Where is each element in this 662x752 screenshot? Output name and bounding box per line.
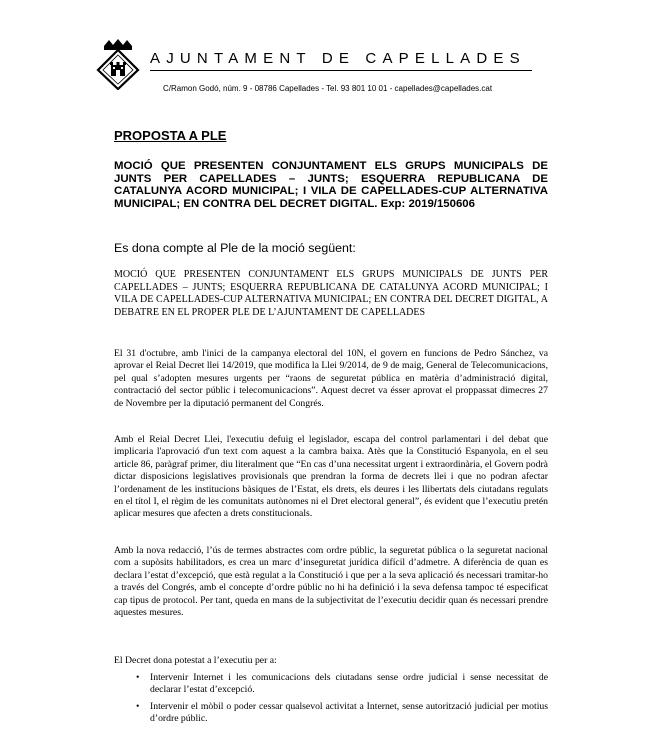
list-item: [114, 672, 548, 697]
paragraph: Amb el Reial Decret Llei, l'executiu defuig el legislador, escapa del control parlamentari i del debat que implicaria l'aprovació d'un text com aquest a la cambra baixa. Atès que la Constitució Espanyola, en el seu article 86, paràgraf primer, diu literalment que “En cas d’una necessitat urgent i extraordinària, el Govern podrà dictar disposicions legislatives provisionals que prendran la forma de decrets llei i que no podran afectar l’ordenament de les institucions bàsiques de l’Estat, els drets, els deures i les llibertats dels ciutadans regulats en el títol I, el règim de les comunitats autònomes ni el Dret electoral general”, és evident que l’executiu pretén aplicar mesures que afecten a drets constitucionals.: [114, 434, 548, 520]
document-heading: PROPOSTA A PLE: [114, 128, 227, 143]
paragraph: El 31 d'octubre, amb l'inici de la campanya electoral del 10N, el govern en funcions de Pedro Sánchez, va aprovar el Reial Decret llei 14/2019, que modifica la Llei 9/2014, de 9 de maig, General de Telecomunicacions, pel qual s’adopten mesures urgents per “raons de seguretat pública en matèria d’administració digital, contractació del sector públic i telecomunicacions”. Aquest decret va ésser aprovat el proppassat dimecres 27 de Novembre per la diputació permanent del Congrés.: [114, 348, 548, 409]
document-title: MOCIÓ QUE PRESENTEN CONJUNTAMENT ELS GRUPS MUNICIPALS DE JUNTS PER CAPELLADES – JUNTS; ESQUERRA REPUBLICANA DE CATALUNYA ACORD MUNICIPAL; I VILA DE CAPELLADES-CUP ALTERNATIVA MUNICIPAL; EN CONTRA DEL DECRET DIGITAL. Exp: 2019/150606: [114, 160, 548, 210]
motion-subtitle: MOCIÓ QUE PRESENTEN CONJUNTAMENT ELS GRUPS MUNICIPALS DE JUNTS PER CAPELLADES – JUNTS; ESQUERRA REPUBLICANA DE CATALUNYA ACORD MUNICIPAL; I VILA DE CAPELLADES-CUP ALTERNATIVA MUNICIPAL; EN CONTRA DEL DECRET DIGITAL, A DEBATRE EN EL PROPER PLE DE L’AJUNTAMENT DE CAPELLADES: [114, 269, 548, 318]
list-item-text: Intervenir el mòbil o poder cessar qualsevol activitat a Internet, sense autorització judicial per motius d’ordre públic.: [150, 700, 548, 725]
paragraph: El Decret dona potestat a l’executiu per a:: [114, 655, 277, 666]
org-name: AJUNTAMENT DE CAPELLADES: [150, 50, 526, 67]
bullet-icon: •: [136, 700, 140, 712]
paragraph: Amb la nova redacció, l’ús de termes abstractes com ordre públic, la seguretat pública o la seguretat nacional com a supòsits habilitadors, es crea un marc d’inseguretat jurídica difícil d’admetre. A diferència de quan es declara l’estat d’excepció, que està regulat a la Constitució i que per a la seva aplicació és necessari tramitar-ho a través del Congrés, amb el concepte d’ordre públic no hi ha definició i la seva defensa tampoc té especificat cap tipus de protocol. Per tant, queda en mans de la subjectivitat de l’executiu decidir quan és necessari prendre aquestes mesures.: [114, 545, 548, 619]
bullet-icon: •: [136, 672, 140, 683]
list-item: [114, 701, 548, 726]
intro-text: Es dona compte al Ple de la moció següent:: [114, 241, 356, 255]
header-rule: [150, 70, 532, 71]
org-address: C/Ramon Godó, núm. 9 - 08786 Capellades - Tel. 93 801 10 01 - capellades@capellades.cat: [163, 84, 493, 93]
list-item-text: Intervenir Internet i les comunicacions dels ciutadans sense ordre judicial i sense necessitat de declarar l’estat d’excepció.: [150, 672, 548, 696]
bullet-list: [114, 672, 548, 730]
coat-of-arms-icon: [95, 38, 141, 90]
